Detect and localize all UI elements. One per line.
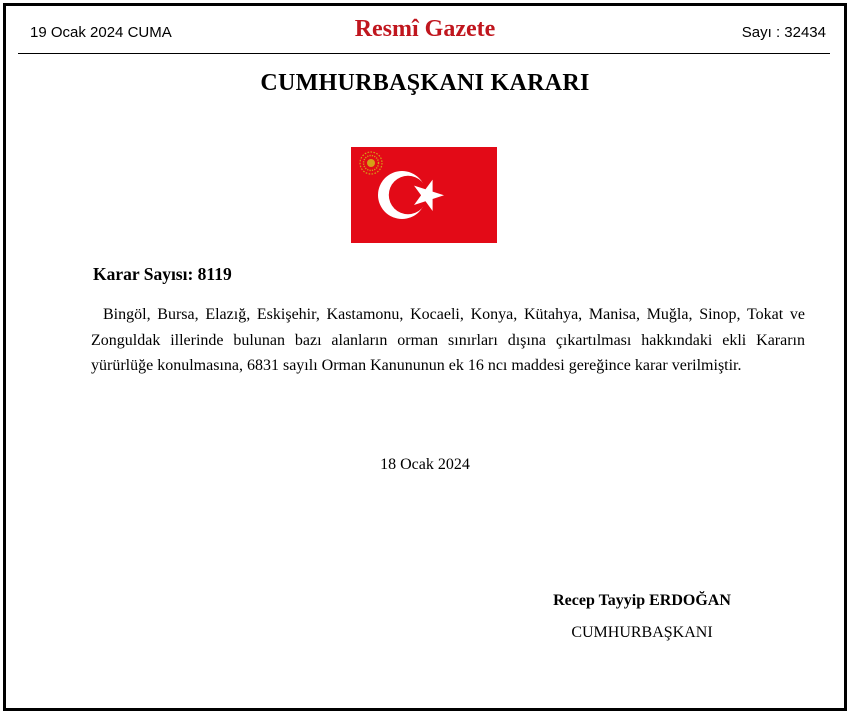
signer-name: Recep Tayyip ERDOĞAN <box>553 592 731 609</box>
signer-title: CUMHURBAŞKANI <box>571 624 713 641</box>
decree-date: 18 Ocak 2024 <box>380 456 470 473</box>
gazette-page <box>3 3 847 711</box>
decree-number: Karar Sayısı: 8119 <box>93 264 232 284</box>
header-divider <box>18 53 830 54</box>
gazette-header <box>6 6 844 56</box>
issue-number: Sayı : 32434 <box>741 24 826 41</box>
turkish-flag-icon <box>351 147 497 243</box>
decree-heading: CUMHURBAŞKANI KARARI <box>260 70 590 96</box>
decree-body-text: Bingöl, Bursa, Elazığ, Eskişehir, Kastamonu, Kocaeli, Konya, Kütahya, Manisa, Muğla, Sinop, Tokat ve Zonguldak illerinde bulunan bazı alanların orman sınırları dışına çıkartılması hakkındaki ekli Kararın yürürlüğe konulmasına, 6831 sayılı Orman Kanununun ek 16 ncı maddesi gereğince karar verilmiştir. <box>91 306 805 375</box>
issue-date: 19 Ocak 2024 CUMA <box>30 24 172 41</box>
gazette-masthead: Resmî Gazete <box>354 16 496 42</box>
